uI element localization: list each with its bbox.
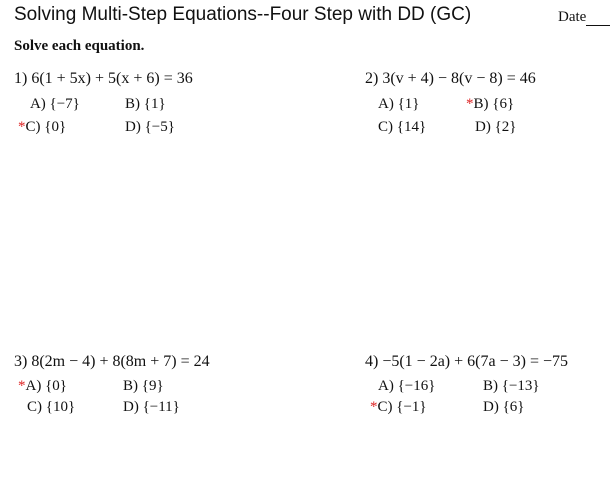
- choice-3c: [27, 399, 75, 416]
- choice-label: A): [378, 96, 394, 112]
- equation-text: 6(1 + 5x) + 5(x + 6) = 36: [31, 70, 193, 87]
- choice-1a: [20, 96, 80, 113]
- choice-label: A): [25, 378, 42, 394]
- problem-equation: [14, 70, 284, 88]
- choice-value: {−16}: [397, 378, 436, 394]
- choice-2a: [378, 96, 419, 113]
- choice-label: D): [123, 399, 139, 415]
- choice-value: {−7}: [49, 96, 80, 112]
- choice-label: C): [25, 119, 41, 135]
- problem-number: 4): [365, 353, 379, 370]
- choice-label: A): [29, 96, 46, 112]
- equation-text: 3(v + 4) − 8(v − 8) = 46: [382, 70, 536, 87]
- choice-3b: [123, 378, 164, 395]
- problem-equation: [14, 353, 284, 371]
- choice-3d: [123, 399, 180, 416]
- choice-1b: [125, 96, 166, 113]
- instructions: Solve each equation.: [14, 38, 145, 54]
- choice-2d: [475, 119, 516, 136]
- problem-4: [365, 353, 610, 371]
- choice-label: B): [125, 96, 140, 112]
- equation-text: 8(2m − 4) + 8(8m + 7) = 24: [31, 353, 210, 370]
- choice-value: {14}: [396, 119, 427, 135]
- choice-value: {9}: [141, 378, 164, 394]
- choice-2c: [378, 119, 426, 136]
- problem-equation: [365, 353, 610, 371]
- date-label: Date: [558, 9, 587, 25]
- choice-label: B): [483, 378, 498, 394]
- problem-3: [14, 353, 284, 371]
- worksheet-title: Solving Multi-Step Equations--Four Step with DD (GC): [14, 4, 472, 25]
- choice-4c: [370, 399, 427, 416]
- problem-number: 3): [14, 353, 28, 370]
- correct-marker: *: [466, 96, 474, 112]
- choice-4b: [483, 378, 540, 395]
- problem-number: 1): [14, 70, 28, 87]
- choice-value: {1}: [143, 96, 166, 112]
- choice-2b: [466, 96, 514, 113]
- equation-text: −5(1 − 2a) + 6(7a − 3) = −75: [382, 353, 568, 370]
- choice-value: {0}: [44, 119, 67, 135]
- choice-value: {−1}: [396, 399, 427, 415]
- choice-label: D): [475, 119, 491, 135]
- choice-label: C): [377, 399, 393, 415]
- choice-3a: [18, 378, 67, 395]
- problem-equation: [365, 70, 610, 88]
- correct-marker: *: [370, 399, 378, 415]
- choice-value: {−13}: [501, 378, 540, 394]
- choice-1d: [125, 119, 175, 136]
- choice-label: B): [123, 378, 138, 394]
- choice-label: D): [125, 119, 141, 135]
- choice-value: {0}: [45, 378, 67, 394]
- correct-marker: *: [18, 119, 26, 135]
- choice-4d: [483, 399, 524, 416]
- problem-2: [365, 70, 610, 88]
- choice-label: C): [378, 119, 393, 135]
- choice-value: {−5}: [144, 119, 175, 135]
- choice-value: {6}: [502, 399, 525, 415]
- choice-value: {2}: [494, 119, 517, 135]
- choice-value: {−11}: [142, 399, 180, 415]
- choice-value: {1}: [397, 96, 420, 112]
- problem-number: 2): [365, 70, 379, 87]
- choice-label: C): [27, 399, 42, 415]
- date-blank: [586, 11, 610, 26]
- choice-1c: [18, 119, 66, 136]
- problem-1: [14, 70, 284, 88]
- choice-value: {6}: [492, 96, 515, 112]
- choice-4a: [378, 378, 435, 395]
- correct-marker: *: [18, 378, 26, 394]
- choice-label: D): [483, 399, 499, 415]
- choice-label: B): [473, 96, 489, 112]
- choice-value: {10}: [45, 399, 76, 415]
- choice-label: A): [378, 378, 394, 394]
- date-field: [558, 9, 610, 26]
